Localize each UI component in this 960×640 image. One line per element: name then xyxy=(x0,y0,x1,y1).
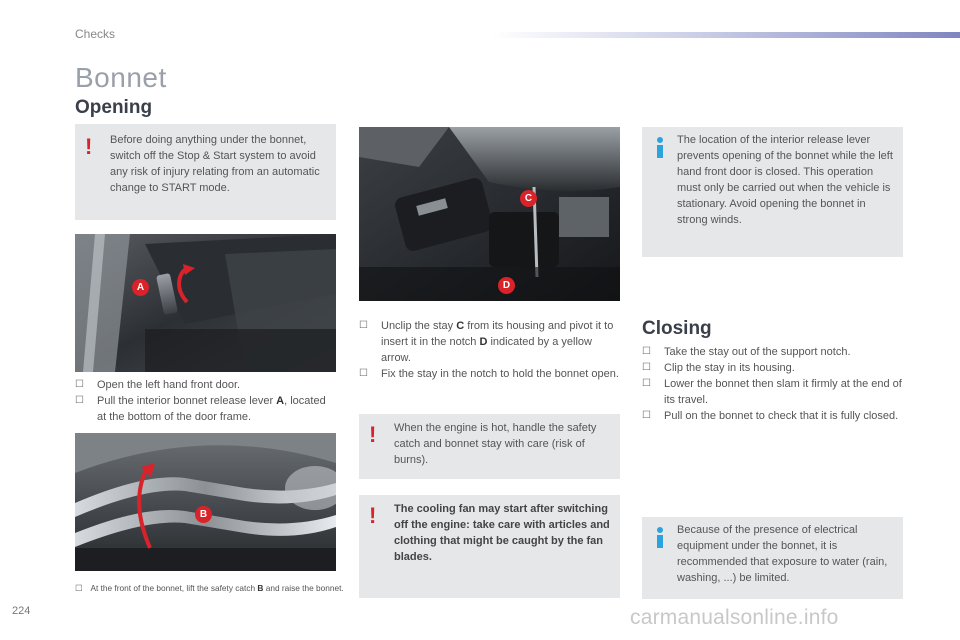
warning-text: When the engine is hot, handle the safety catch and bonnet stay with care (risk of burns). xyxy=(394,422,597,466)
page-title: Bonnet xyxy=(75,62,167,93)
caption-text: and raise the bonnet. xyxy=(263,583,344,593)
step-text: , located at the bottom of the door frame. xyxy=(97,395,326,423)
warning-text: The cooling fan may start after switching off the engine: take care with articles and clothing that might be caught by the fan blades. xyxy=(394,503,610,563)
key-label: A xyxy=(276,395,285,407)
step-text: Unclip the stay xyxy=(381,320,457,332)
page-number: 224 xyxy=(12,605,31,617)
safety-catch-photo xyxy=(75,433,336,571)
list-item xyxy=(75,393,337,425)
door-lever-photo xyxy=(75,234,336,372)
exclamation-icon: ! xyxy=(369,503,377,528)
info-text: The location of the interior release lever prevents opening of the bonnet while the left hand front door is closed. This operation must only be carried out when the vehicle is stationary. Avoid opening the bonnet in strong winds. xyxy=(677,134,893,226)
engine-bay-illustration xyxy=(359,127,620,301)
label-c: C xyxy=(520,190,537,207)
list-item xyxy=(642,360,904,376)
checkbox-bullet-icon: ☐ xyxy=(642,362,651,373)
checkbox-bullet-icon: ☐ xyxy=(642,346,651,357)
warning-box-cooling-fan xyxy=(359,495,620,598)
label-b: B xyxy=(195,506,212,523)
step-text: Take the stay out of the support notch. xyxy=(664,346,851,358)
step-text: Fix the stay in the notch to hold the bonnet open. xyxy=(381,368,619,380)
info-box-electrical xyxy=(642,517,903,599)
checkbox-bullet-icon: ☐ xyxy=(642,410,651,421)
step-text: Open the left hand front door. xyxy=(97,379,241,391)
key-label: C xyxy=(456,320,465,332)
step-text: indicated by a yellow arrow. xyxy=(381,336,592,364)
grille-illustration xyxy=(75,433,336,571)
key-label: D xyxy=(479,336,488,348)
exclamation-icon: ! xyxy=(369,422,377,447)
checkbox-bullet-icon: ☐ xyxy=(75,379,84,390)
list-item xyxy=(642,376,904,408)
warning-box-hot-engine xyxy=(359,414,620,479)
info-icon xyxy=(653,136,667,160)
step-text: from its housing and pivot it to insert it in the notch xyxy=(381,320,614,348)
checkbox-bullet-icon: ☐ xyxy=(75,583,83,593)
closing-steps xyxy=(642,344,904,424)
step-text: Clip the stay in its housing. xyxy=(664,362,795,374)
warning-box-stop-start xyxy=(75,124,336,220)
info-box-release-lever xyxy=(642,127,903,257)
list-item xyxy=(359,366,621,382)
checkbox-bullet-icon: ☐ xyxy=(75,395,84,406)
door-frame-illustration xyxy=(75,234,336,372)
warning-text: Before doing anything under the bonnet, switch off the Stop & Start system to avoid any risk of injury relating from an automatic change to START mode. xyxy=(110,134,320,194)
closing-heading: Closing xyxy=(642,318,712,339)
opening-heading: Opening xyxy=(75,97,153,118)
opening-steps-left xyxy=(75,377,337,425)
engine-bay-photo xyxy=(359,127,620,301)
header-bar xyxy=(492,32,960,38)
key-label: B xyxy=(257,583,264,593)
info-text: Because of the presence of electrical equipment under the bonnet, it is recommended that exposure to water (rain, washing, ...) be limited. xyxy=(677,524,888,584)
list-item xyxy=(642,408,904,424)
checkbox-bullet-icon: ☐ xyxy=(642,378,651,389)
opening-steps-middle xyxy=(359,318,621,382)
list-item xyxy=(75,377,337,393)
safety-catch-caption xyxy=(75,582,345,594)
label-a: A xyxy=(132,279,149,296)
step-text: Pull the interior bonnet release lever xyxy=(97,395,277,407)
exclamation-icon: ! xyxy=(85,134,93,159)
label-d: D xyxy=(498,277,515,294)
info-icon xyxy=(653,526,667,550)
checkbox-bullet-icon: ☐ xyxy=(359,368,368,379)
list-item xyxy=(642,344,904,360)
watermark: carmanualsonline.info xyxy=(630,606,839,629)
checkbox-bullet-icon: ☐ xyxy=(359,320,368,331)
list-item xyxy=(359,318,621,366)
caption-text: At the front of the bonnet, lift the safety catch xyxy=(90,583,258,593)
step-text: Pull on the bonnet to check that it is fully closed. xyxy=(664,410,899,422)
section-title: Checks xyxy=(75,27,116,41)
step-text: Lower the bonnet then slam it firmly at the end of its travel. xyxy=(664,378,902,406)
